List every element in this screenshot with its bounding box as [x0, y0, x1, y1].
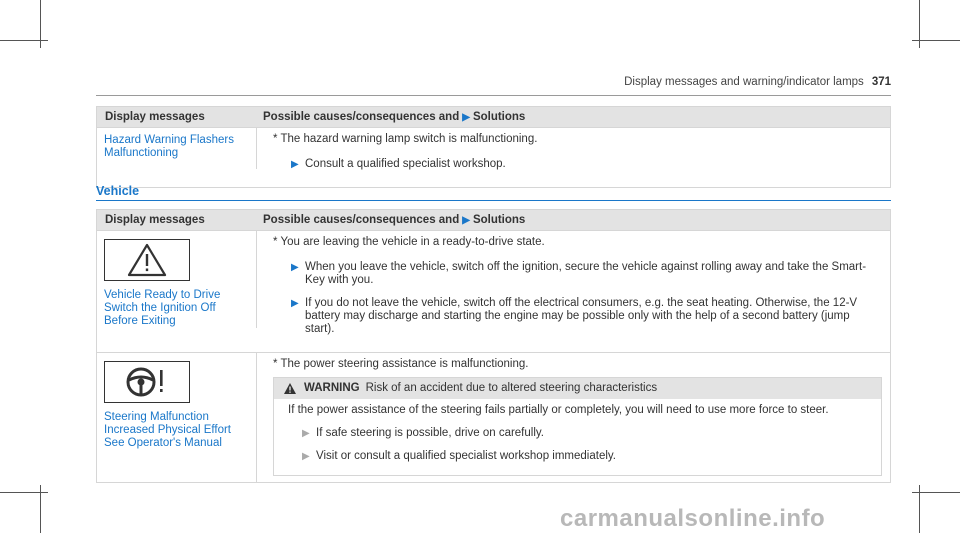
steering-wheel-warning-icon: [104, 361, 190, 403]
cause-text: * The power steering assistance is malfunctioning.: [273, 358, 529, 370]
warning-title: Risk of an accident due to altered steering characteristics: [365, 382, 658, 394]
play-arrow-icon: ▶: [462, 215, 470, 226]
header-display-messages: Display messages: [105, 111, 205, 123]
header-causes-solutions: Possible causes/consequences and ▶ Solutions: [263, 214, 526, 226]
crop-mark: [0, 492, 48, 493]
table-row: [97, 127, 890, 187]
page-number: 371: [871, 76, 891, 88]
crop-mark: [912, 492, 960, 493]
display-message: Hazard Warning Flashers Malfunctioning: [97, 128, 257, 169]
warning-header: [274, 378, 881, 399]
warning-body: [274, 399, 881, 475]
message-table-2: [96, 209, 891, 483]
running-header-title: Display messages and warning/indicator lamps: [624, 76, 864, 88]
solution-step: ▶ When you leave the vehicle, switch off the ignition, secure the vehicle against rolling away and take the Smart-Key with you.: [291, 261, 867, 286]
step-arrow-icon: ▶: [302, 428, 310, 439]
step-arrow-icon: ▶: [291, 262, 299, 273]
warning-sign-icon: [284, 383, 296, 394]
warning-text: If the power assistance of the steering fails partially or completely, you will need to use more force to steer.: [288, 404, 829, 416]
play-arrow-icon: ▶: [462, 112, 470, 123]
step-arrow-icon: ▶: [291, 298, 299, 309]
warning-triangle-icon: [104, 239, 190, 281]
cause-cell: [257, 128, 890, 187]
display-message-cell: [97, 231, 257, 328]
step-arrow-icon: ▶: [302, 451, 310, 462]
cause-cell: [257, 231, 890, 352]
display-message: Vehicle Ready to Drive Switch the Ignition Off Before Exiting: [104, 289, 221, 327]
solution-step: ▶ Visit or consult a qualified specialist workshop immediately.: [302, 450, 616, 462]
table-header: [97, 210, 890, 230]
display-message: Steering Malfunction Increased Physical Effort See Operator's Manual: [104, 411, 231, 449]
table-header: [97, 107, 890, 127]
table-row: [97, 352, 890, 482]
step-arrow-icon: ▶: [291, 159, 299, 170]
cause-text: * You are leaving the vehicle in a ready-to-drive state.: [273, 236, 545, 248]
crop-mark: [0, 40, 48, 41]
running-header: [560, 76, 891, 88]
watermark: carmanualsonline.info: [560, 505, 826, 532]
display-message-cell: [97, 353, 257, 482]
warning-label: WARNING: [304, 382, 360, 394]
solution-step: ▶ If safe steering is possible, drive on carefully.: [302, 427, 544, 439]
table-row: [97, 230, 890, 352]
solution-step: ▶ Consult a qualified specialist workshop.: [291, 158, 506, 170]
header-display-messages: Display messages: [105, 214, 205, 226]
cause-text: * The hazard warning lamp switch is malfunctioning.: [273, 133, 538, 145]
section-rule: [96, 200, 891, 201]
section-title: Vehicle: [96, 184, 140, 198]
warning-box: [273, 377, 882, 476]
header-causes-solutions: Possible causes/consequences and ▶ Solutions: [263, 111, 526, 123]
solution-step: ▶ If you do not leave the vehicle, switch off the electrical consumers, e.g. the seat heating. Otherwise, the 12-V battery may discharge and starting the engine may be possible only with the help of a second battery (jump start).: [291, 297, 858, 335]
header-rule: [96, 95, 891, 96]
message-table-1: [96, 106, 891, 188]
cause-cell: [257, 353, 890, 482]
crop-mark: [912, 40, 960, 41]
